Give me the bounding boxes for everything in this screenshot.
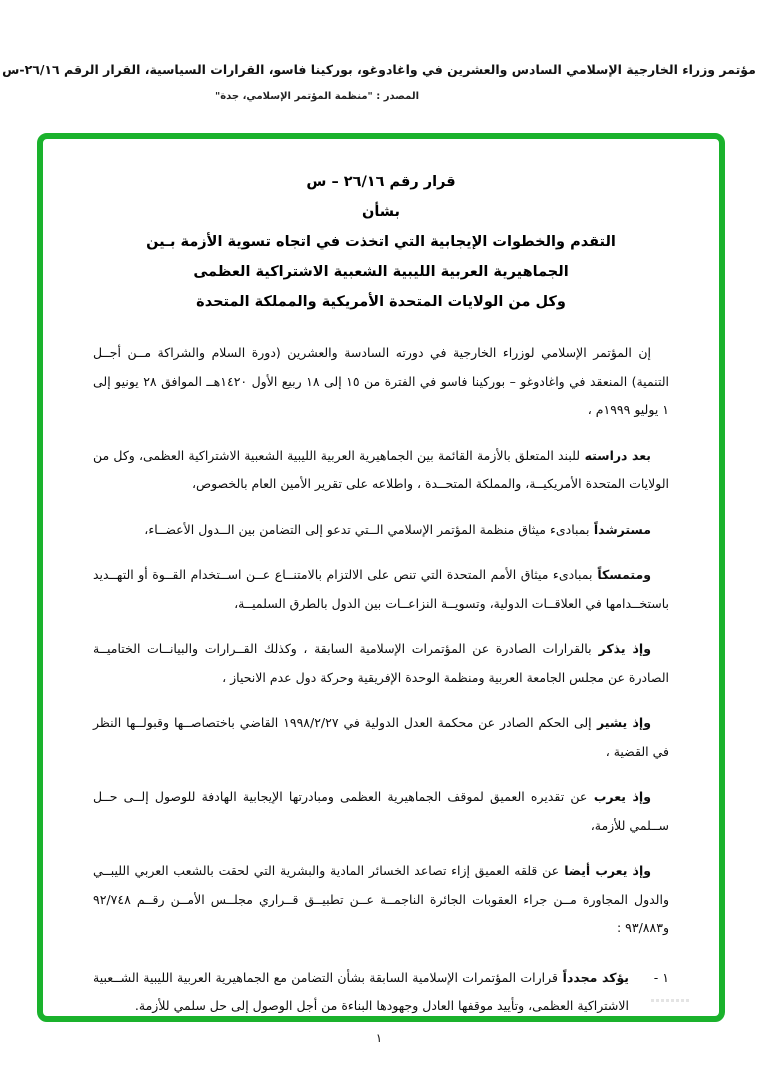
- paragraph-lead: وإذ يذكر: [598, 641, 651, 656]
- operative-item-1: [93, 964, 669, 1021]
- document-source-line: المصدر : "منظمة المؤتمر الإسلامي، جدة": [214, 91, 419, 102]
- paragraph-text: بمبادىء ميثاق منظمة المؤتمر الإسلامي الــتي تدعو إلى التضامن بين الــدول الأعضــاء،: [144, 521, 590, 537]
- paragraph-text: بمبادىء ميثاق الأمم المتحدة التي تنص على الالتزام بالامتنــاع عــن اســتخدام القــوة أو التهــديد باستخــدامها في العلاقــات الدولية، وتسويــة النزاعــات بين الدول بالطرق السلميــة،: [93, 567, 669, 611]
- paragraph-lead: مسترشداً: [593, 521, 651, 537]
- title-subject-line-3: وكل من الولايات المتحدة الأمريكية والمملكة المتحدة: [196, 294, 566, 310]
- paragraph-lead: وإذ يشير: [596, 715, 651, 730]
- preamble-paragraph-4: [93, 561, 669, 618]
- paragraph-lead: بعد دراسته: [584, 447, 651, 463]
- resolution-title-block: [93, 167, 669, 317]
- preamble-paragraph-3: [93, 516, 669, 545]
- preamble-paragraph-8: [93, 857, 669, 943]
- paragraph-lead: ومتمسكاً: [597, 567, 651, 582]
- preamble-paragraph-5: [93, 635, 669, 692]
- paragraph-text: للبند المتعلق بالأزمة القائمة بين الجماهيرية العربية الليبية الشعبية الاشتراكية العظمى، وكل من الولايات المتحدة الأمريكيــة، والمملكة المتحــدة ، واطلاعه على تقرير الأمين العام بالخصوص،: [93, 447, 669, 491]
- preamble-paragraph-6: [93, 709, 669, 766]
- document-header-line: مؤتمر وزراء الخارجية الإسلامي السادس والعشرين في واغادوغو، بوركينا فاسو، القرارات السياسية، القرار الرقم ٢٦/١٦-س: [2, 62, 756, 77]
- title-regarding: بشأن: [361, 204, 401, 220]
- paragraph-text: عن قلقه العميق إزاء تصاعد الخسائر المادية والبشرية التي لحقت بالشعب العربي الليبــي والدول المجاورة مــن جراء العقوبات الجائرة الناجمــة عــن تطبيــق قــراري مجلــس الأمــن رقــم ٩٢/٧٤٨ و٩٣/٨٨٣ :: [93, 863, 669, 935]
- paragraph-text: بالقرارات الصادرة عن المؤتمرات الإسلامية السابقة ، وكذلك القــرارات والبيانــات الختاميــة الصادرة عن مجلس الجامعة العربية ومنظمة الوحدة الإفريقية وحركة دول عدم الانحياز ،: [93, 641, 669, 685]
- paragraph-text: إلى الحكم الصادر عن محكمة العدل الدولية في ١٩٩٨/٢/٢٧ القاضي باختصاصــها وقبولــها النظر في القضية ،: [93, 715, 669, 759]
- paragraph-text: عن تقديره العميق لموقف الجماهيرية العظمى ومبادرتها الإيجابية الهادفة للوصول إلــى حــل ســلمي للأزمة،: [93, 789, 669, 833]
- paragraph-text: إن المؤتمر الإسلامي لوزراء الخارجية في دورته السادسة والعشرين (دورة السلام والشراكة مــن أجــل التنمية) المنعقد في واغادوغو – بوركينا فاسو في الفترة من ١٥ إلى ١٨ ربيع الأول ١٤٢٠هــ الموافق ٢٨ يونيو إلى ١ يوليو ١٩٩٩م ،: [93, 345, 669, 417]
- preamble-paragraph-2: [93, 442, 669, 499]
- resolution-body: [93, 339, 669, 1021]
- item-lead: يؤكد مجدداً: [562, 969, 629, 985]
- paragraph-lead: وإذ يعرب أيضا: [564, 863, 651, 878]
- page-number: ١: [375, 1031, 383, 1045]
- title-subject-line-1: التقدم والخطوات الإيجابية التي اتخذت في اتجاه تسوية الأزمة بـين: [146, 234, 616, 250]
- preamble-paragraph-7: [93, 783, 669, 840]
- title-resolution-number: قرار رقم ٢٦/١٦ – س: [306, 174, 456, 190]
- item-text: قرارات المؤتمرات الإسلامية السابقة بشأن التضامن مع الجماهيرية العربية الليبية الشــعبية الاشتراكية العظمى، وتأييد موقفها العادل وجهودها البناءة من أجل الوصول إلى حل سلمي للأزمة.: [93, 969, 629, 1013]
- paragraph-lead: وإذ يعرب: [593, 789, 651, 804]
- resolution-border-box: [37, 133, 725, 1022]
- item-body: [93, 970, 629, 1014]
- preamble-paragraph-1: [93, 339, 669, 425]
- scan-artifact: [651, 999, 691, 1002]
- title-subject-line-2: الجماهيرية العربية الليبية الشعبية الاشتراكية العظمى: [193, 264, 569, 280]
- item-number: ١ -: [653, 969, 669, 985]
